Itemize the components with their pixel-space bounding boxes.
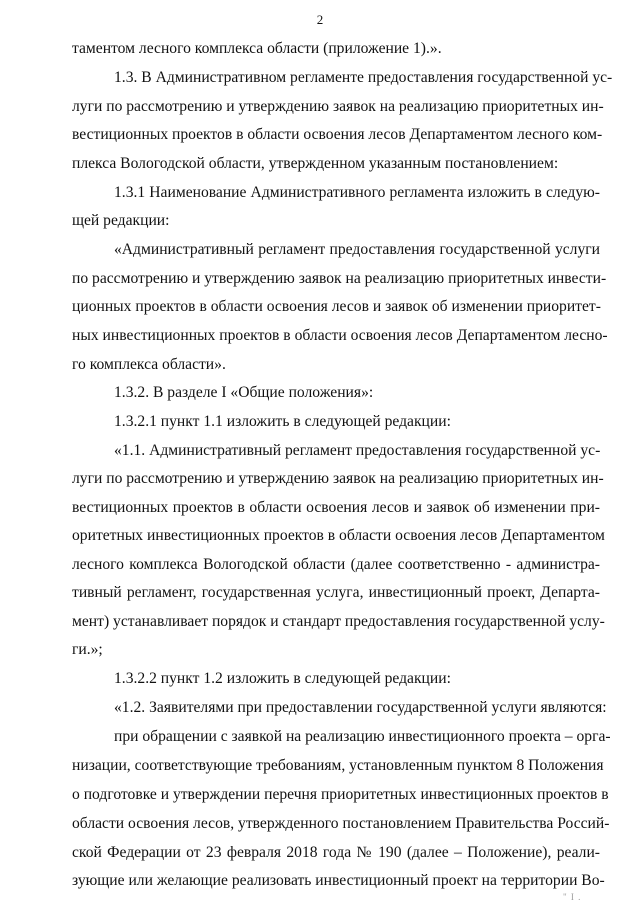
- text-line: по рассмотрению и утверждению заявок на реализацию приоритетных инвести-: [72, 270, 607, 287]
- text-line: го комплекса области».: [72, 356, 226, 373]
- text-line: «Административный регламент предоставления государственной услуги: [114, 241, 600, 258]
- text-line: вестиционных проектов в области освоения лесов и заявок об изменении при-: [72, 499, 600, 516]
- text-line: ных инвестиционных проектов в области освоения лесов Департаментом лесно-: [72, 327, 608, 344]
- text-line: низации, соответствующие требованиям, установленным пунктом 8 Положения: [72, 757, 604, 774]
- text-line: 1.3.2.2 пункт 1.2 изложить в следующей редакции:: [114, 670, 451, 687]
- text-line: вестиционных проектов в области освоения лесов Департаментом лесного ком-: [72, 126, 603, 143]
- scan-mark: " I .: [563, 892, 582, 902]
- text-line: оритетных инвестиционных проектов в области освоения лесов Департаментом: [72, 527, 605, 544]
- text-line: плекса Вологодской области, утвержденном указанным постановлением:: [72, 155, 559, 172]
- text-line: луги по рассмотрению и утверждению заявок на реализацию приоритетных ин-: [72, 98, 604, 115]
- text-line: ционных проектов в области освоения лесов и заявок об изменении приоритет-: [72, 298, 601, 315]
- text-line: 1.3.1 Наименование Административного регламента изложить в следую-: [114, 184, 600, 201]
- text-line: о подготовке и утверждении перечня приоритетных инвестиционных проектов в: [72, 786, 609, 803]
- text-line: области освоения лесов, утвержденного постановлением Правительства Россий-: [72, 815, 610, 832]
- text-line: «1.1. Административный регламент предоставления государственной ус-: [114, 442, 601, 459]
- text-line: тивный регламент, государственная услуга, инвестиционный проект, Департа-: [72, 584, 600, 601]
- text-line: луги по рассмотрению и утверждению заявок на реализацию приоритетных ин-: [72, 470, 604, 487]
- text-line: зующие или желающие реализовать инвестиционный проект на территории Во-: [72, 872, 605, 889]
- text-line: при обращении с заявкой на реализацию инвестиционного проекта – орга-: [114, 728, 611, 745]
- text-line: мент) устанавливает порядок и стандарт предоставления государственной услу-: [72, 613, 605, 630]
- text-line: 1.3.2. В разделе I «Общие положения»:: [114, 384, 374, 401]
- text-line: лесного комплекса Вологодской области (далее соответственно - администра-: [72, 556, 600, 573]
- text-line: ги.»;: [72, 641, 103, 658]
- page-number: 2: [316, 12, 324, 27]
- text-line: щей редакции:: [72, 212, 170, 229]
- text-line: «1.2. Заявителями при предоставлении государственной услуги являются:: [114, 699, 607, 716]
- text-line: ской Федерации от 23 февраля 2018 года № 190 (далее – Положение), реали-: [72, 844, 600, 861]
- text-line: 1.3.2.1 пункт 1.1 изложить в следующей редакции:: [114, 413, 451, 430]
- text-line: таментом лесного комплекса области (приложение 1).».: [72, 40, 442, 57]
- text-line: 1.3. В Административном регламенте предоставления государственной ус-: [114, 69, 613, 86]
